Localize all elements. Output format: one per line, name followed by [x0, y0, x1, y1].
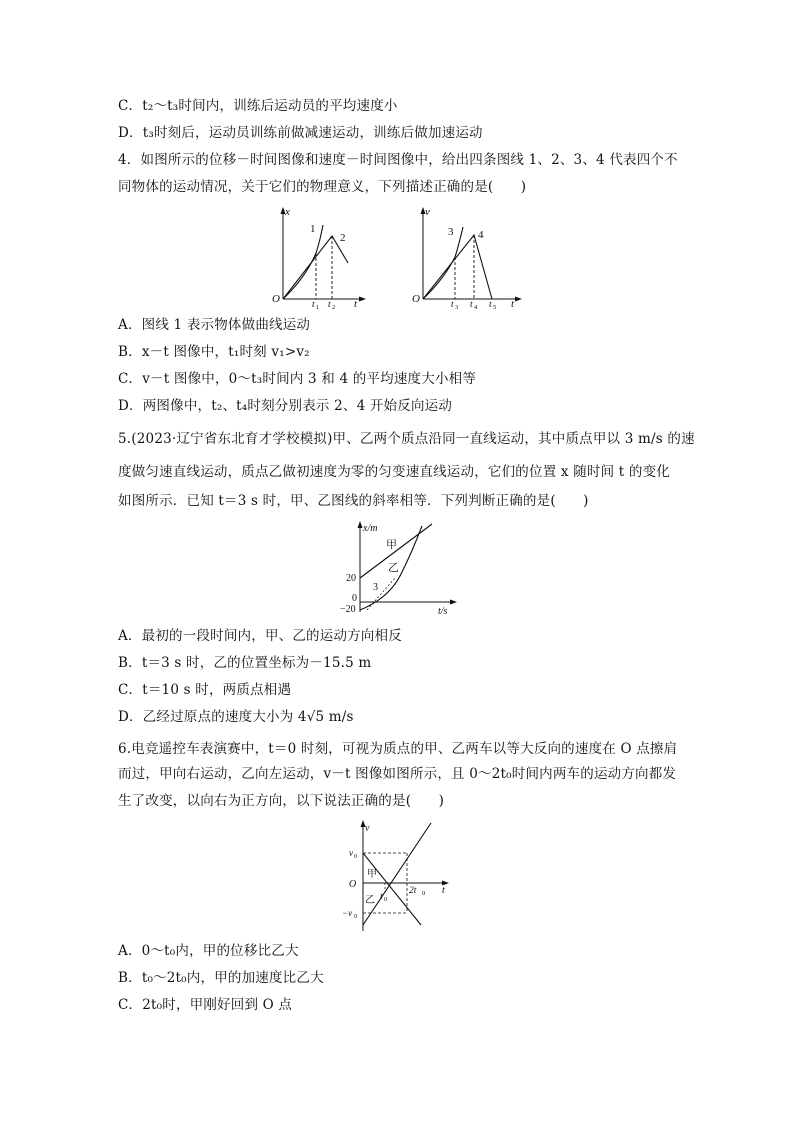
svg-text:0: 0 — [354, 914, 357, 920]
option-d-q4: D．两图像中，t₂、t₄时刻分别表示 2、4 开始反向运动 — [118, 398, 453, 414]
option-a-q6: A．0～t₀内，甲的位移比乙大 — [118, 943, 299, 959]
svg-text:3: 3 — [448, 226, 454, 238]
svg-text:0: 0 — [422, 890, 426, 897]
xt-graph — [268, 203, 368, 309]
svg-text:0: 0 — [354, 854, 357, 860]
option-d-q3: D．t₃时刻后，运动员训练前做减速运动，训练后做加速运动 — [118, 125, 483, 141]
svg-text:t: t — [354, 298, 358, 309]
question-6-line-1: 6.电竞遥控车表演赛中，t＝0 时刻，可视为质点的甲、乙两车以等大反向的速度在 O 点擦肩 — [118, 741, 678, 757]
option-c-q6: C．2t₀时，甲刚好回到 O 点 — [118, 997, 293, 1013]
svg-text:x: x — [285, 206, 290, 218]
question-5-line-1: 5.(2023·辽宁省东北育才学校模拟)甲、乙两个质点沿同一直线运动，其中质点甲以 3 m/s 的速 — [118, 431, 695, 447]
svg-text:1: 1 — [310, 223, 316, 235]
question-5-line-3: 如图所示．已知 t＝3 s 时，甲、乙图线的斜率相等．下列判断正确的是( ) — [118, 493, 589, 509]
question-4-line-2: 同物体的运动情况，关于它们的物理意义，下列描述正确的是( ) — [118, 179, 527, 195]
svg-text:t: t — [442, 885, 445, 896]
svg-text:0: 0 — [384, 896, 388, 903]
velocity-time-graph — [335, 815, 460, 935]
option-a-q5: A．最初的一段时间内，甲、乙的运动方向相反 — [118, 628, 402, 644]
vt-graph — [410, 203, 525, 309]
svg-text:3: 3 — [455, 304, 459, 309]
svg-text:乙: 乙 — [388, 562, 399, 574]
svg-text:t: t — [380, 892, 383, 902]
option-b-q5: B．t＝3 s 时，乙的位置坐标为－15.5 m — [118, 655, 372, 671]
svg-text:v: v — [365, 823, 370, 834]
option-a-q4: A．图线 1 表示物体做曲线运动 — [118, 317, 311, 333]
question-6-line-3: 生了改变，以向右为正方向，以下说法正确的是( ) — [118, 793, 445, 809]
curve-4 — [423, 235, 492, 299]
svg-text:O: O — [412, 293, 420, 305]
svg-text:t: t — [470, 300, 473, 309]
svg-text:4: 4 — [478, 229, 484, 241]
svg-text:t: t — [511, 298, 515, 309]
svg-text:2: 2 — [332, 304, 336, 309]
svg-text:5: 5 — [493, 304, 497, 309]
svg-text:v: v — [425, 206, 430, 218]
curve-1 — [283, 225, 323, 299]
svg-text:O: O — [349, 879, 357, 890]
position-time-graph — [330, 518, 465, 614]
question-5-line-2: 度做匀速直线运动，质点乙做初速度为零的匀变速直线运动，它们的位置 x 随时间 t 的变化 — [118, 464, 671, 480]
option-b-q6: B．t₀～2t₀内，甲的加速度比乙大 — [118, 970, 324, 986]
question-4-line-1: 4．如图所示的位移－时间图像和速度－时间图像中，给出四条图线 1、2、3、4 代表四个不 — [118, 152, 678, 168]
svg-text:t/s: t/s — [438, 606, 448, 614]
question-6-line-2: 而过，甲向右运动，乙向左运动，v－t 图像如图所示，且 0～2t₀时间内两车的运动方向都发 — [118, 766, 677, 782]
svg-text:甲: 甲 — [367, 869, 377, 880]
svg-text:2: 2 — [340, 232, 346, 244]
svg-text:−20: −20 — [340, 604, 356, 614]
svg-text:v: v — [349, 848, 353, 858]
svg-text:t: t — [328, 300, 331, 309]
svg-text:甲: 甲 — [386, 539, 397, 551]
svg-text:0: 0 — [352, 593, 357, 604]
svg-text:乙: 乙 — [365, 895, 375, 906]
option-c-q3: C．t₂～t₃时间内，训练后运动员的平均速度小 — [118, 98, 398, 114]
svg-text:−v: −v — [342, 908, 353, 918]
svg-text:t: t — [312, 300, 315, 309]
svg-text:1: 1 — [316, 304, 320, 309]
svg-text:4: 4 — [474, 304, 478, 309]
option-c-q4: C．v－t 图像中，0～t₃时间内 3 和 4 的平均速度大小相等 — [118, 371, 477, 387]
svg-text:x/m: x/m — [363, 523, 378, 534]
curve-3 — [423, 227, 463, 299]
option-d-q5: D．乙经过原点的速度大小为 4√5 m/s — [118, 709, 354, 725]
option-c-q5: C．t＝10 s 时，两质点相遇 — [118, 682, 292, 698]
svg-text:t: t — [489, 300, 492, 309]
svg-text:20: 20 — [346, 573, 356, 584]
svg-text:t: t — [451, 300, 454, 309]
svg-text:O: O — [272, 293, 280, 305]
svg-text:3: 3 — [373, 582, 378, 593]
option-b-q4: B．x－t 图像中，t₁时刻 v₁>v₂ — [118, 344, 310, 360]
svg-text:2t: 2t — [409, 886, 417, 896]
